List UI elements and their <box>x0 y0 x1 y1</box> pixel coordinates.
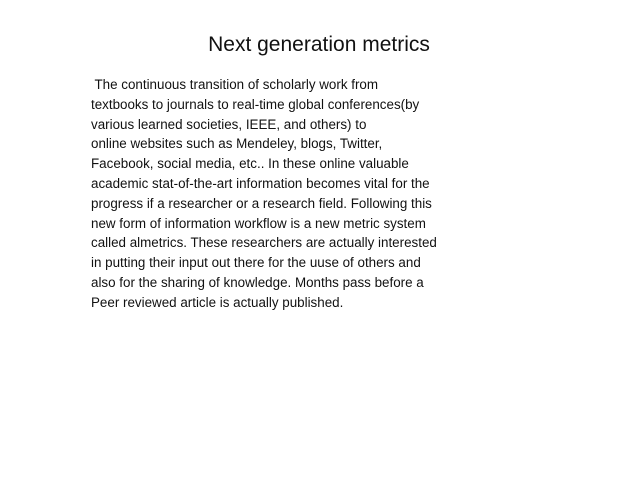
body-line: new form of information workflow is a new metric system <box>91 215 426 231</box>
body-line: progress if a researcher or a research field. Following this <box>91 195 432 211</box>
body-line: called almetrics. These researchers are actually interested <box>91 235 437 251</box>
body-line: in putting their input out there for the uuse of others and <box>91 255 421 271</box>
slide-title: Next generation metrics <box>208 33 430 56</box>
body-line: Peer reviewed article is actually published. <box>91 294 344 310</box>
body-line: Facebook, social media, etc.. In these online valuable <box>91 156 409 172</box>
body-line: textbooks to journals to real-time global conferences(by <box>91 96 420 112</box>
slide-body <box>91 75 491 313</box>
body-line: The continuous transition of scholarly work from <box>91 77 379 92</box>
body-line: also for the sharing of knowledge. Months pass before a <box>91 274 424 290</box>
body-line: various learned societies, IEEE, and others) to <box>91 116 367 132</box>
body-line: academic stat-of-the-art information becomes vital for the <box>91 175 430 191</box>
body-line: online websites such as Mendeley, blogs, Twitter, <box>91 136 383 152</box>
